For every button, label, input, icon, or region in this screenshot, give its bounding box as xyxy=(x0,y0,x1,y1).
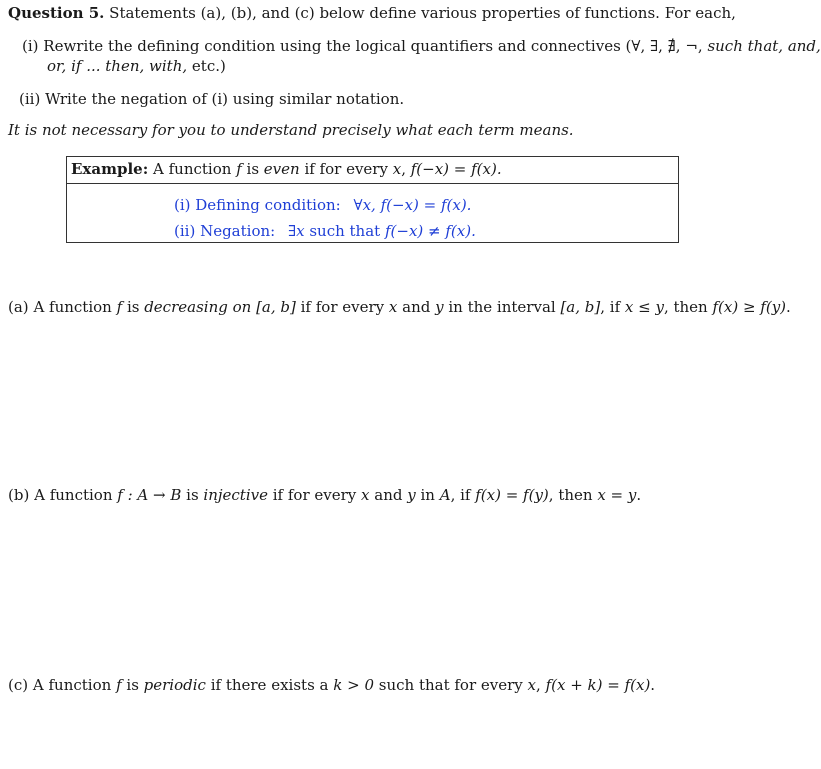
part-b-text: A function xyxy=(34,486,118,504)
part-c-text3: , xyxy=(536,676,546,694)
part-c-f: f xyxy=(116,676,122,694)
part-c xyxy=(8,676,655,694)
negation-formula: f(−x) ≠ f(x). xyxy=(384,222,476,240)
part-a xyxy=(8,298,791,316)
part-c-is: is xyxy=(121,676,144,694)
part-c-term: periodic xyxy=(143,676,206,694)
example-box xyxy=(66,156,679,243)
example-mid: if for every xyxy=(299,160,393,178)
part-a-y: y xyxy=(435,298,444,316)
instruction-ii-label: (ii) xyxy=(19,90,41,108)
example-x: x xyxy=(392,160,402,178)
part-a-text: A function xyxy=(33,298,117,316)
part-b-y: y xyxy=(407,486,416,504)
example-term: even xyxy=(263,160,300,178)
part-c-x: x xyxy=(527,676,537,694)
question-heading xyxy=(8,4,736,22)
instruction-i-continued xyxy=(47,57,226,75)
part-a-interval: [a, b] xyxy=(251,298,296,316)
part-b-is: is xyxy=(181,486,204,504)
instruction-ii-text: Write the negation of (i) using similar notation. xyxy=(45,90,405,108)
part-b-text3: , if xyxy=(450,486,476,504)
negation-mid: such that xyxy=(304,222,385,240)
part-b-condition: f(x) = f(y) xyxy=(475,486,549,504)
example-f: f xyxy=(236,160,242,178)
part-c-text2: such that for every xyxy=(374,676,528,694)
question-text: Statements (a), (b), and (c) below define various properties of functions. For each, xyxy=(109,4,736,22)
part-a-f: f xyxy=(116,298,123,316)
part-b-conclusion: x = y xyxy=(597,486,637,504)
instruction-i-italic: such that, and, xyxy=(707,37,821,55)
instruction-ii xyxy=(19,90,404,108)
part-b-text2: in xyxy=(415,486,440,504)
part-c-text: A function xyxy=(32,676,117,694)
instruction-i-text: Rewrite the defining condition using the logical quantifiers and connectives (∀, ∃, ∄, ¬, xyxy=(43,37,708,55)
part-a-and: and xyxy=(397,298,436,316)
part-c-formula: f(x + k) = f(x) xyxy=(545,676,651,694)
example-post: , xyxy=(401,160,411,178)
part-b-map: f : A → B xyxy=(117,486,182,504)
part-a-x: x xyxy=(388,298,398,316)
part-b xyxy=(8,486,641,504)
part-b-label: (b) xyxy=(8,486,30,504)
part-b-text4: , then xyxy=(548,486,598,504)
example-heading xyxy=(71,160,502,178)
defining-formula: ∀x, f(−x) = f(x). xyxy=(353,196,472,214)
example-divider xyxy=(67,183,678,184)
example-negation xyxy=(174,222,476,240)
question-label: Question 5. xyxy=(8,4,105,22)
example-formula: f(−x) = f(x). xyxy=(410,160,502,178)
part-b-end: . xyxy=(636,486,642,504)
part-a-text4: , then xyxy=(663,298,713,316)
part-a-conclusion: f(x) ≥ f(y) xyxy=(712,298,787,316)
part-c-end: . xyxy=(650,676,656,694)
part-a-is: is xyxy=(122,298,145,316)
instruction-i-label: (i) xyxy=(22,37,39,55)
part-a-text2: in the interval xyxy=(443,298,561,316)
defining-label: (i) Defining condition: xyxy=(174,196,341,214)
example-is: is xyxy=(241,160,264,178)
example-text: A function xyxy=(153,160,237,178)
part-c-label: (c) xyxy=(8,676,29,694)
part-a-text1: if for every xyxy=(295,298,389,316)
instruction-i-italic-2: or, if ... then, with, xyxy=(47,57,188,75)
part-a-condition: x ≤ y xyxy=(624,298,664,316)
example-defining-condition xyxy=(174,196,471,214)
part-a-interval2: [a, b] xyxy=(560,298,601,316)
part-b-x: x xyxy=(361,486,370,504)
part-c-text1: if there exists a xyxy=(205,676,334,694)
part-b-term: injective xyxy=(203,486,268,504)
part-a-label: (a) xyxy=(8,298,29,316)
example-label: Example: xyxy=(71,160,149,178)
note: It is not necessary for you to understand precisely what each term means. xyxy=(8,121,574,139)
part-a-end: . xyxy=(786,298,791,316)
negation-quantifier: ∃x xyxy=(287,222,305,240)
part-a-term: decreasing on xyxy=(144,298,252,316)
part-a-text3: , if xyxy=(600,298,625,316)
part-b-text1: if for every xyxy=(267,486,362,504)
part-b-and: and xyxy=(369,486,408,504)
negation-label: (ii) Negation: xyxy=(174,222,276,240)
instruction-i xyxy=(22,37,821,55)
part-c-condition: k > 0 xyxy=(333,676,374,694)
instruction-i-end: etc.) xyxy=(187,57,226,75)
part-b-A: A xyxy=(439,486,451,504)
